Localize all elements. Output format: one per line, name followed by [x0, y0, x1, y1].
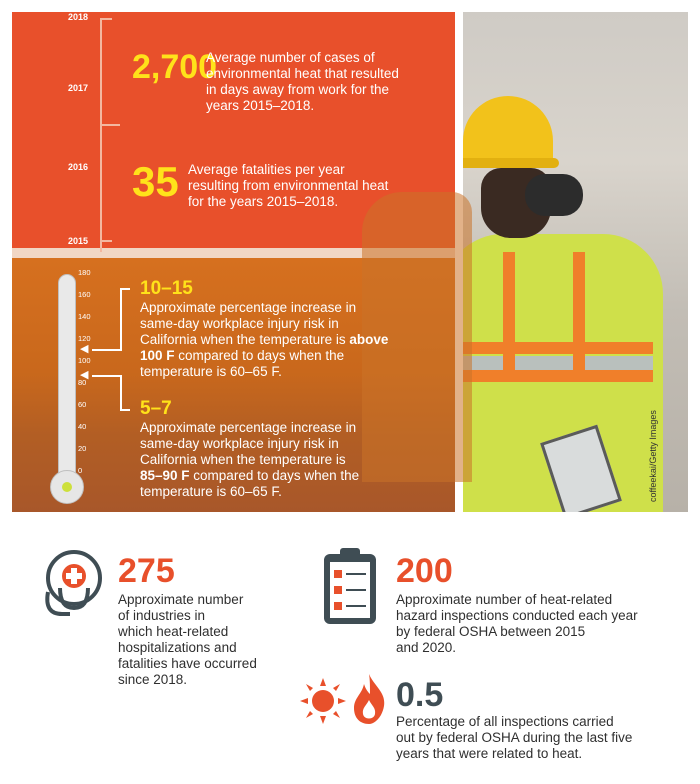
- risk-high-description: [140, 300, 440, 380]
- text-bold: 85–90 F: [140, 468, 190, 483]
- text-line: since 2018.: [118, 672, 188, 687]
- vest-stripe: [503, 252, 515, 372]
- thermometer-tube: [58, 274, 76, 486]
- vest-stripe: [463, 356, 653, 370]
- text-line: for the years 2015–2018.: [188, 194, 339, 209]
- thermometer-scale-label: 140: [78, 312, 91, 321]
- text-line: years that were related to heat.: [396, 746, 583, 761]
- clipboard-checklist-icon: [320, 546, 380, 626]
- text-line: and 2020.: [396, 640, 457, 655]
- thermometer-scale-label: 20: [78, 444, 87, 453]
- hero-infographic: [12, 12, 688, 512]
- text-line: Average fatalities per year: [188, 162, 345, 177]
- vest-stripe: [463, 370, 653, 382]
- hard-hat-brim: [463, 158, 559, 168]
- fatalities-number: 35: [132, 158, 179, 205]
- flame-icon: [352, 674, 386, 724]
- cases-description: [206, 50, 399, 114]
- text-line: hazard inspections conducted each year: [396, 608, 638, 623]
- text-span: compared to days when the: [189, 468, 360, 483]
- arrow-left-icon: ◀: [80, 342, 89, 355]
- risk-high-range: 10–15: [140, 278, 193, 299]
- hard-hat: [463, 96, 553, 166]
- industries-number: 275: [118, 552, 175, 590]
- arrow-left-icon: ◀: [80, 368, 89, 381]
- glove: [525, 174, 583, 216]
- text-line: [140, 348, 440, 364]
- text-line: by federal OSHA between 2015: [396, 624, 586, 639]
- inspections-number: 200: [396, 552, 453, 590]
- thermometer-fill: [62, 482, 72, 492]
- sun-icon: [300, 678, 346, 724]
- text-line: fatalities have occurred: [118, 656, 257, 671]
- text-line: Approximate number: [118, 592, 244, 607]
- percentage-number: 0.5: [396, 676, 444, 714]
- text-line: Approximate percentage increase in: [140, 420, 357, 435]
- connector-line: [120, 375, 122, 411]
- thermometer-scale-label: 0: [78, 466, 83, 475]
- thermometer-scale-label: 60: [78, 400, 87, 409]
- text-line: [140, 332, 440, 348]
- year-label: 2016: [68, 162, 89, 172]
- text-line: environmental heat that resulted: [206, 66, 399, 81]
- text-line: California when the temperature is: [140, 452, 346, 467]
- text-line: of industries in: [118, 608, 206, 623]
- text-line: [140, 468, 440, 484]
- thermometer-scale-label: 180: [78, 268, 91, 277]
- text-line: in days away from work for the: [206, 82, 390, 97]
- text-line: temperature is 60–65 F.: [140, 364, 282, 379]
- connector-line: [120, 409, 130, 411]
- risk-mid-description: [140, 420, 440, 500]
- text-line: Approximate number of heat-related: [396, 592, 613, 607]
- year-label: 2017: [68, 83, 89, 93]
- text-line: years 2015–2018.: [206, 98, 315, 113]
- timeline-bracket: [118, 124, 120, 126]
- text-line: Average number of cases of: [206, 50, 375, 65]
- text-line: same-day workplace injury risk in: [140, 316, 339, 331]
- photo-credit: coffeekai/Getty Images: [648, 410, 658, 502]
- text-span: California when the temperature is: [140, 332, 350, 347]
- vest-stripe: [463, 342, 653, 354]
- text-line: resulting from environmental heat: [188, 178, 389, 193]
- risk-mid-range: 5–7: [140, 398, 172, 419]
- percentage-description: [396, 714, 632, 762]
- thermometer-scale-label: 80: [78, 378, 87, 387]
- thermometer-scale-label: 40: [78, 422, 87, 431]
- text-line: same-day workplace injury risk in: [140, 436, 339, 451]
- text-line: which heat-related: [118, 624, 229, 639]
- vest-stripe: [573, 252, 585, 372]
- text-line: hospitalizations and: [118, 640, 237, 655]
- cases-number: 2,700: [132, 48, 218, 86]
- text-line: Approximate percentage increase in: [140, 300, 357, 315]
- year-label: 2018: [68, 12, 89, 22]
- stethoscope-medical-icon: [40, 548, 108, 620]
- connector-line: [92, 349, 122, 351]
- inspections-description: [396, 592, 638, 656]
- thermometer-scale-label: 120: [78, 334, 91, 343]
- thermometer-scale-label: 160: [78, 290, 91, 299]
- connector-line: [120, 288, 130, 290]
- industries-description: [118, 592, 257, 688]
- connector-line: [120, 288, 122, 351]
- timeline-bracket: [100, 18, 102, 242]
- text-line: Percentage of all inspections carried: [396, 714, 614, 729]
- text-span: compared to days when the: [174, 348, 345, 363]
- text-bold: above: [349, 332, 389, 347]
- text-line: out by federal OSHA during the last five: [396, 730, 633, 745]
- connector-line: [92, 375, 122, 377]
- thermometer-scale-label: 100: [78, 356, 91, 365]
- text-bold: 100 F: [140, 348, 175, 363]
- timeline-bracket: [100, 124, 120, 126]
- fatalities-description: [188, 162, 388, 210]
- text-line: temperature is 60–65 F.: [140, 484, 282, 499]
- year-label: 2015: [68, 236, 89, 246]
